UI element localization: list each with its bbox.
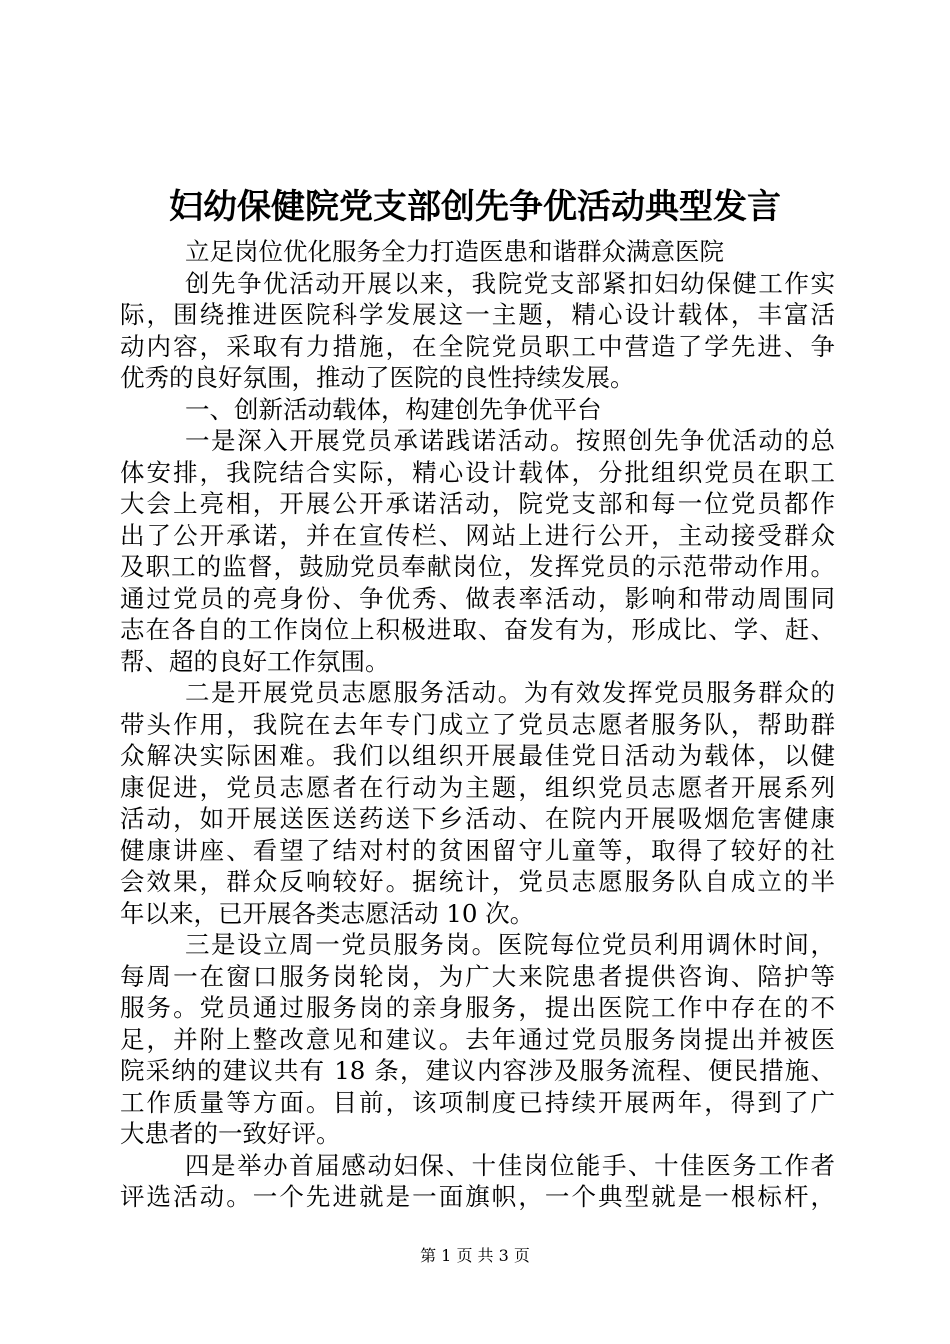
- body-line: 及职工的监督，鼓励党员奉献岗位，发挥党员的示范带动作用。: [120, 552, 835, 581]
- body-line: 二是开展党员志愿服务活动。为有效发挥党员服务群众的: [185, 678, 835, 707]
- document-title: 妇幼保健院党支部创先争优活动典型发言: [169, 187, 781, 227]
- body-line: 四是举办首届感动妇保、十佳岗位能手、十佳医务工作者: [185, 1150, 835, 1180]
- body-line: 服务。党员通过服务岗的亲身服务，提出医院工作中存在的不: [120, 993, 835, 1022]
- body-line: 活动，如开展送医送药送下乡活动、在院内开展吸烟危害健康: [120, 804, 835, 833]
- body-line: 会效果，群众反响较好。据统计，党员志愿服务队自成立的半: [120, 867, 835, 896]
- body-line: 一、创新活动载体，构建创先争优平台: [185, 394, 602, 424]
- body-line: 志在各自的工作岗位上积极进取、奋发有为，形成比、学、赶、: [120, 615, 835, 644]
- body-line: 优秀的良好氛围，推动了医院的良性持续发展。: [120, 363, 635, 392]
- body-line: 创先争优活动开展以来，我院党支部紧扣妇幼保健工作实: [185, 268, 835, 298]
- body-line: 足，并附上整改意见和建议。去年通过党员服务岗提出并被医: [120, 1024, 835, 1054]
- body-line: 三是设立周一党员服务岗。医院每位党员利用调休时间，: [185, 930, 835, 959]
- body-line: 康促进，党员志愿者在行动为主题，组织党员志愿者开展系列: [120, 772, 835, 802]
- body-line: 通过党员的亮身份、争优秀、做表率活动，影响和带动周围同: [120, 583, 835, 613]
- body-line: 健康讲座、看望了结对村的贫困留守儿童等，取得了较好的社: [120, 835, 835, 865]
- body-line: 大会上亮相，开展公开承诺活动，院党支部和每一位党员都作: [120, 489, 835, 518]
- body-line: 众解决实际困难。我们以组织开展最佳党日活动为载体，以健: [120, 741, 835, 770]
- body-line: 帮、超的良好工作氛围。: [120, 646, 390, 676]
- body-line: 年以来，已开展各类志愿活动 10 次。: [120, 898, 535, 928]
- body-line: 带头作用，我院在去年专门成立了党员志愿者服务队，帮助群: [120, 709, 835, 739]
- body-line: 每周一在窗口服务岗轮岗，为广大来院患者提供咨询、陪护等: [120, 961, 835, 991]
- body-line: 院采纳的建议共有 18 条，建议内容涉及服务流程、便民措施、: [120, 1056, 835, 1085]
- body-line: 立足岗位优化服务全力打造医患和谐群众满意医院: [185, 237, 724, 266]
- body-line: 动内容，采取有力措施，在全院党员职工中营造了学先进、争: [120, 331, 835, 361]
- body-line: 际，围绕推进医院科学发展这一主题，精心设计载体，丰富活: [120, 300, 835, 329]
- page-footer: 第 1 页 共 3 页: [420, 1246, 530, 1265]
- body-line: 大患者的一致好评。: [120, 1119, 341, 1148]
- body-line: 一是深入开展党员承诺践诺活动。按照创先争优活动的总: [185, 426, 835, 455]
- body-line: 体安排，我院结合实际，精心设计载体，分批组织党员在职工: [120, 457, 835, 487]
- body-line: 工作质量等方面。目前，该项制度已持续开展两年，得到了广: [120, 1087, 835, 1117]
- body-line: 评选活动。一个先进就是一面旗帜，一个典型就是一根标杆，: [120, 1182, 835, 1211]
- body-line: 出了公开承诺，并在宣传栏、网站上进行公开，主动接受群众: [120, 520, 835, 550]
- document-body: [120, 236, 835, 1213]
